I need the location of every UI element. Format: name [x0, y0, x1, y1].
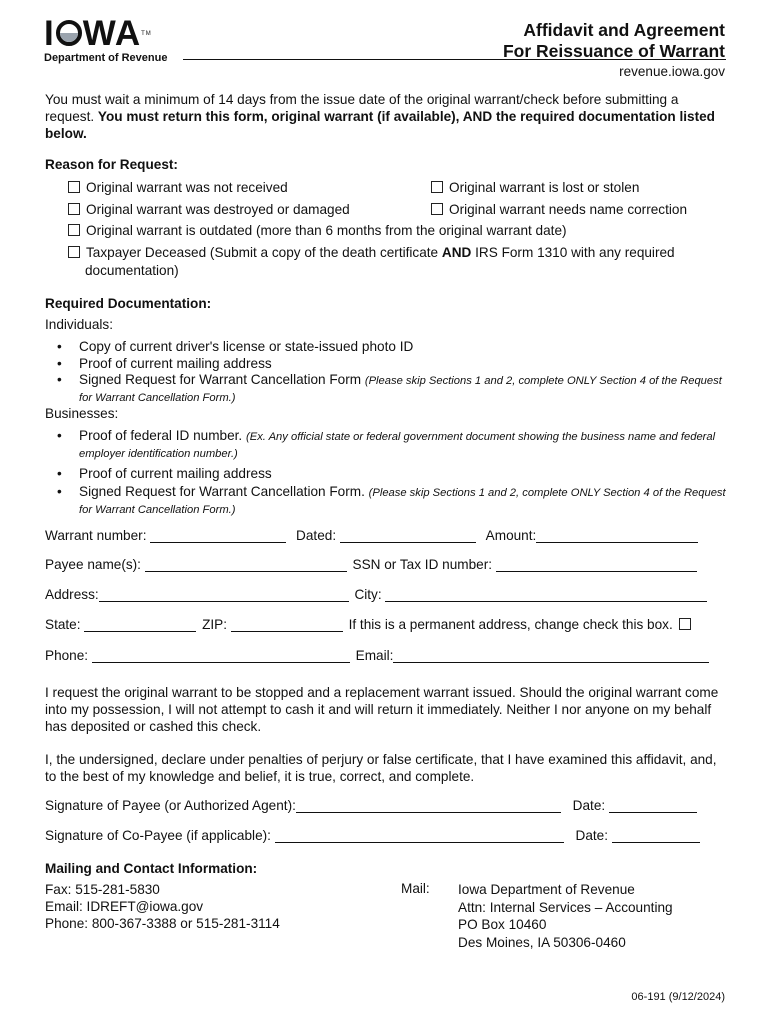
city-field[interactable]: [385, 587, 707, 602]
reason-outdated[interactable]: Original warrant is outdated (more than 6 months from the original warrant date): [68, 222, 567, 240]
phone-field[interactable]: [92, 648, 350, 663]
checkbox[interactable]: [431, 203, 443, 215]
fax: Fax: 515-281-5830: [45, 882, 160, 897]
checkbox[interactable]: [68, 203, 80, 215]
payee-signature-field[interactable]: [296, 798, 561, 813]
reason-deceased[interactable]: Taxpayer Deceased (Submit a copy of the death certificate AND IRS Form 1310 with any required: [68, 244, 675, 262]
iowa-logo: I WATM: [44, 14, 152, 53]
checkbox[interactable]: [68, 224, 80, 236]
mail-label: Mail:: [401, 881, 430, 896]
logo-text: I: [44, 14, 55, 53]
individuals-label: Individuals:: [45, 317, 114, 332]
checkbox[interactable]: [68, 246, 80, 258]
reason-deceased-cont: documentation): [85, 263, 179, 278]
list-item: • Proof of current mailing address: [45, 465, 730, 482]
reason-not-received[interactable]: Original warrant was not received: [68, 179, 288, 197]
website: revenue.iowa.gov: [619, 64, 725, 79]
docs-heading: Required Documentation:: [45, 296, 212, 311]
state-zip-row: State: ZIP: If this is a permanent address, change check this box.: [45, 617, 691, 632]
payee-names-field[interactable]: [145, 557, 347, 572]
payee-signature-row: Signature of Payee (or Authorized Agent): Date:: [45, 798, 697, 813]
reason-name-correction[interactable]: Original warrant needs name correction: [431, 201, 687, 219]
logo-tm: TM: [141, 31, 152, 37]
checkbox[interactable]: [431, 181, 443, 193]
list-item: • Proof of current mailing address: [45, 355, 730, 372]
warrant-info-row: Warrant number: Dated: Amount:: [45, 528, 698, 543]
list-item: • Signed Request for Warrant Cancellation Form (Please skip Sections 1 and 2, complete ONLY Section 4 of the Request for Warrant Cancellation Form.): [45, 372, 730, 406]
form-title: Affidavit and Agreement For Reissuance of Warrant: [502, 20, 725, 61]
dated-field[interactable]: [340, 528, 476, 543]
intro-text: You must wait a minimum of 14 days from the issue date of the original warrant/check before submitting a request. You must return this form, original warrant (if available), AND the required documentation listed below.: [45, 92, 715, 141]
request-statement: I request the original warrant to be stopped and a replacement warrant issued. Should the original warrant come into my possession, I will not attempt to cash it and will return it immediately. Neither I nor anyone on my behalf has deposited or cashed this check.: [45, 685, 719, 734]
phone-email-row: Phone: Email:: [45, 648, 709, 663]
list-item: • Signed Request for Warrant Cancellation Form. (Please skip Sections 1 and 2, complete ONLY Section 4 of the Request for Warrant Cancellation Form.): [45, 484, 730, 518]
contact-heading: Mailing and Contact Information:: [45, 861, 258, 876]
state-field[interactable]: [84, 617, 196, 632]
declaration-statement: I, the undersigned, declare under penalties of perjury or false certificate, that I have examined this affidavit, and, to the best of my knowledge and belief, it is true, correct, and complete.: [45, 752, 717, 784]
address-field[interactable]: [99, 587, 349, 602]
businesses-label: Businesses:: [45, 406, 119, 421]
mailing-address: Iowa Department of Revenue Attn: Internal Services – Accounting PO Box 10460 Des Moines, IA 50306-0460: [458, 882, 673, 950]
email: Email: IDREFT@iowa.gov: [45, 899, 204, 914]
businesses-list: [45, 428, 730, 518]
form-id: 06-191 (9/12/2024): [631, 991, 725, 1003]
individuals-list: [45, 338, 730, 406]
department-name: Department of Revenue: [44, 52, 168, 64]
amount-field[interactable]: [536, 528, 698, 543]
reason-lost-stolen[interactable]: Original warrant is lost or stolen: [431, 179, 639, 197]
warrant-number-field[interactable]: [150, 528, 286, 543]
logo-o-emblem-icon: [56, 20, 82, 46]
payee-row: Payee name(s): SSN or Tax ID number:: [45, 557, 697, 572]
contact-info: [45, 881, 280, 932]
payee-date-field[interactable]: [609, 798, 697, 813]
reason-destroyed[interactable]: Original warrant was destroyed or damaged: [68, 201, 350, 219]
permanent-address-checkbox[interactable]: [679, 618, 691, 630]
phone: Phone: 800-367-3388 or 515-281-3114: [45, 916, 280, 931]
copayee-signature-row: Signature of Co-Payee (if applicable): Date:: [45, 828, 700, 843]
list-item: • Copy of current driver's license or state-issued photo ID: [45, 338, 730, 355]
list-item: • Proof of federal ID number. (Ex. Any official state or federal government document showing the business name and federal employer identification number.): [45, 428, 730, 462]
address-row: Address: City:: [45, 587, 707, 602]
zip-field[interactable]: [231, 617, 343, 632]
ssn-field[interactable]: [496, 557, 697, 572]
copayee-date-field[interactable]: [612, 828, 700, 843]
copayee-signature-field[interactable]: [275, 828, 564, 843]
email-field[interactable]: [393, 648, 709, 663]
reason-heading: Reason for Request:: [45, 157, 178, 172]
checkbox[interactable]: [68, 181, 80, 193]
